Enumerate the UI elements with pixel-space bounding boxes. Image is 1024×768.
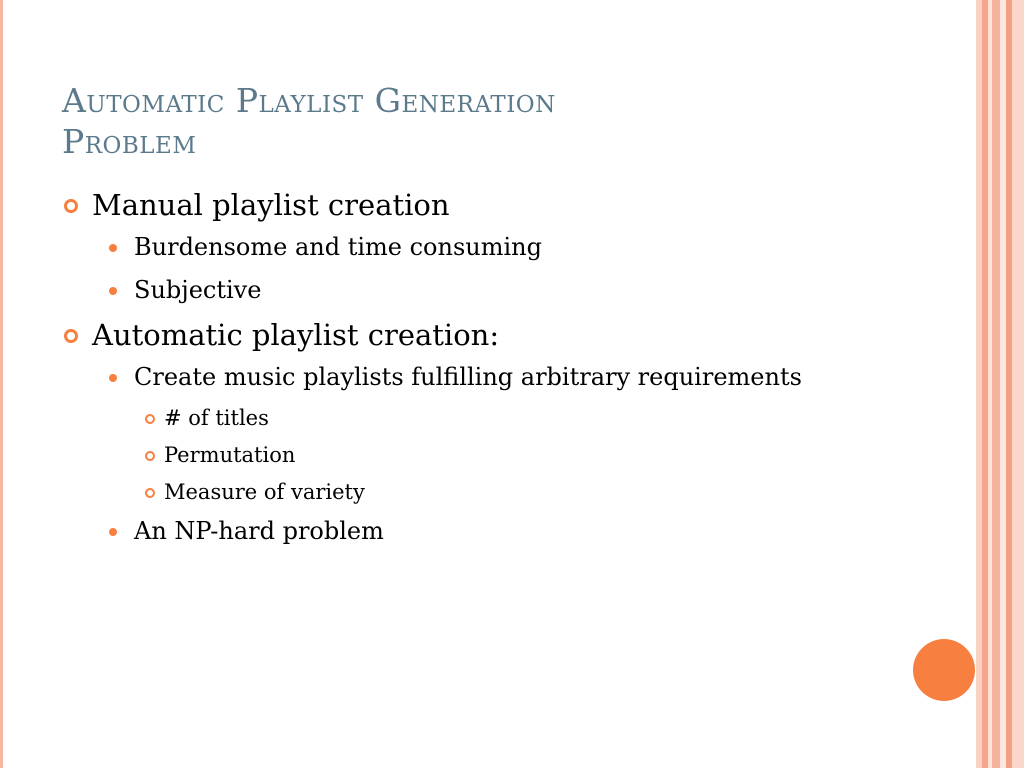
bullet-level-2 (104, 514, 942, 549)
bullet-level-2 (104, 273, 942, 308)
bullet-text: Measure of variety (164, 480, 365, 504)
dot-bullet-icon (109, 374, 117, 382)
bullet-text: Permutation (164, 443, 296, 467)
small-ring-bullet-icon (145, 414, 155, 424)
decorative-orange-circle (913, 639, 975, 701)
small-ring-bullet-icon (145, 488, 155, 498)
bullet-text: Create music playlists fulfilling arbitrary requirements (134, 363, 802, 391)
ring-bullet-icon (64, 329, 78, 343)
bullet-level-3 (144, 403, 942, 434)
bullet-level-3 (144, 440, 942, 471)
slide-title-line-2: Problem (62, 122, 197, 162)
dot-bullet-icon (109, 244, 117, 252)
small-ring-bullet-icon (145, 451, 155, 461)
bullet-text: Subjective (134, 276, 262, 304)
slide-title-line-1: Automatic Playlist Generation (62, 81, 556, 121)
bullet-text: Automatic playlist creation: (92, 318, 500, 352)
bullet-text: Burdensome and time consuming (134, 233, 542, 261)
dot-bullet-icon (109, 528, 117, 536)
bullet-level-2 (104, 230, 942, 265)
left-edge-stripe (0, 0, 3, 768)
bullet-level-1 (62, 316, 942, 354)
bullet-text: An NP-hard problem (134, 517, 384, 545)
slide-body (62, 186, 942, 557)
bullet-level-1 (62, 186, 942, 224)
right-decorative-band (1012, 0, 1024, 768)
dot-bullet-icon (109, 287, 117, 295)
bullet-text: # of titles (164, 406, 269, 430)
bullet-level-2 (104, 360, 942, 395)
bullet-text: Manual playlist creation (92, 188, 450, 222)
ring-bullet-icon (64, 199, 78, 213)
slide-title (62, 80, 942, 162)
bullet-level-3 (144, 477, 942, 508)
right-decorative-band (992, 0, 1000, 768)
